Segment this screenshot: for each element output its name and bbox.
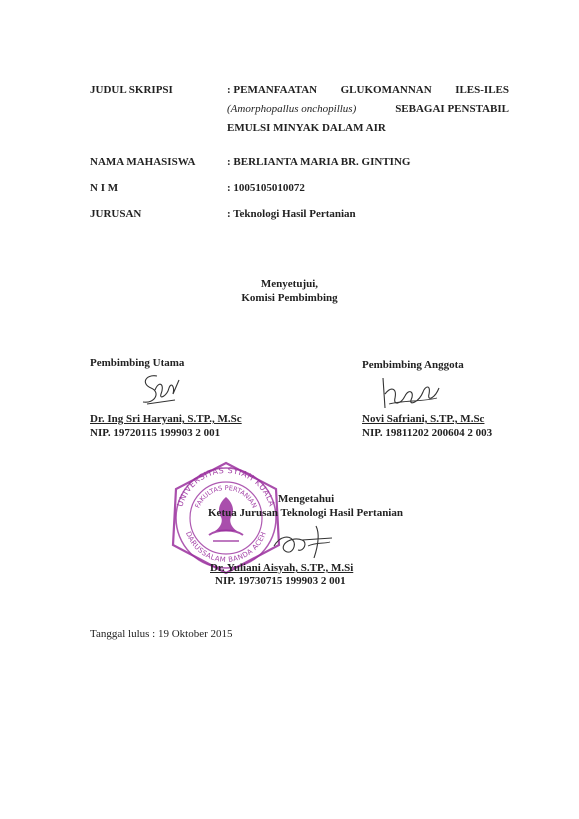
thesis-title-label: JUDUL SKRIPSI — [90, 84, 173, 96]
thesis-title-line-3: EMULSI MINYAK DALAM AIR — [227, 122, 386, 134]
member-advisor-signature — [375, 374, 445, 414]
stamp-text-top: UNIVERSITAS SYIAH KUALA — [175, 465, 277, 508]
main-advisor-role: Pembimbing Utama — [90, 357, 185, 369]
graduation-date: Tanggal lulus : 19 Oktober 2015 — [90, 628, 233, 640]
main-advisor-name: Dr. Ing Sri Haryani, S.TP., M.Sc — [90, 413, 242, 425]
thesis-title-line-1 — [227, 84, 509, 96]
student-name-value: : BERLIANTA MARIA BR. GINTING — [227, 156, 411, 168]
thesis-title-scientific-name: (Amorphopallus onchopillus) — [227, 103, 357, 115]
nim-value: : 1005105010072 — [227, 182, 305, 194]
member-advisor-role: Pembimbing Anggota — [362, 359, 464, 371]
major-label: JURUSAN — [90, 208, 142, 220]
member-advisor-nip: NIP. 19811202 200604 2 003 — [362, 427, 493, 439]
approval-heading — [0, 278, 579, 290]
member-advisor-name: Novi Safriani, S.TP., M.Sc — [362, 413, 485, 425]
stamp-text-inner: FAKULTAS PERTANIAN — [193, 483, 259, 510]
approval-line-1: Menyetujui, — [260, 278, 319, 290]
head-signature — [268, 516, 338, 564]
thesis-title-word: GLUKOMANNAN — [340, 84, 432, 96]
thesis-title-line-2-rest: SEBAGAI PENSTABIL — [395, 103, 509, 115]
main-advisor-signature — [135, 370, 185, 412]
thesis-title-line-2 — [227, 103, 509, 115]
head-nip: NIP. 19730715 199903 2 001 — [215, 575, 346, 587]
approval-line-2: Komisi Pembimbing — [241, 292, 338, 304]
stamp-text-bottom: DARUSSALAM BANDA ACEH — [184, 530, 268, 565]
thesis-title-word: ILES-ILES — [455, 84, 509, 96]
student-name-label: NAMA MAHASISWA — [90, 156, 196, 168]
nim-label: N I M — [90, 182, 119, 194]
head-name: Dr. Yuliani Aisyah, S.TP., M.Si — [210, 562, 354, 574]
main-advisor-nip: NIP. 19720115 199903 2 001 — [90, 427, 221, 439]
major-value: : Teknologi Hasil Pertanian — [227, 208, 356, 220]
acknowledged-position: Ketua Jurusan Teknologi Hasil Pertanian — [208, 507, 403, 519]
acknowledged-heading: Mengetahui — [278, 493, 335, 505]
thesis-title-word: : PEMANFAATAN — [227, 84, 318, 96]
